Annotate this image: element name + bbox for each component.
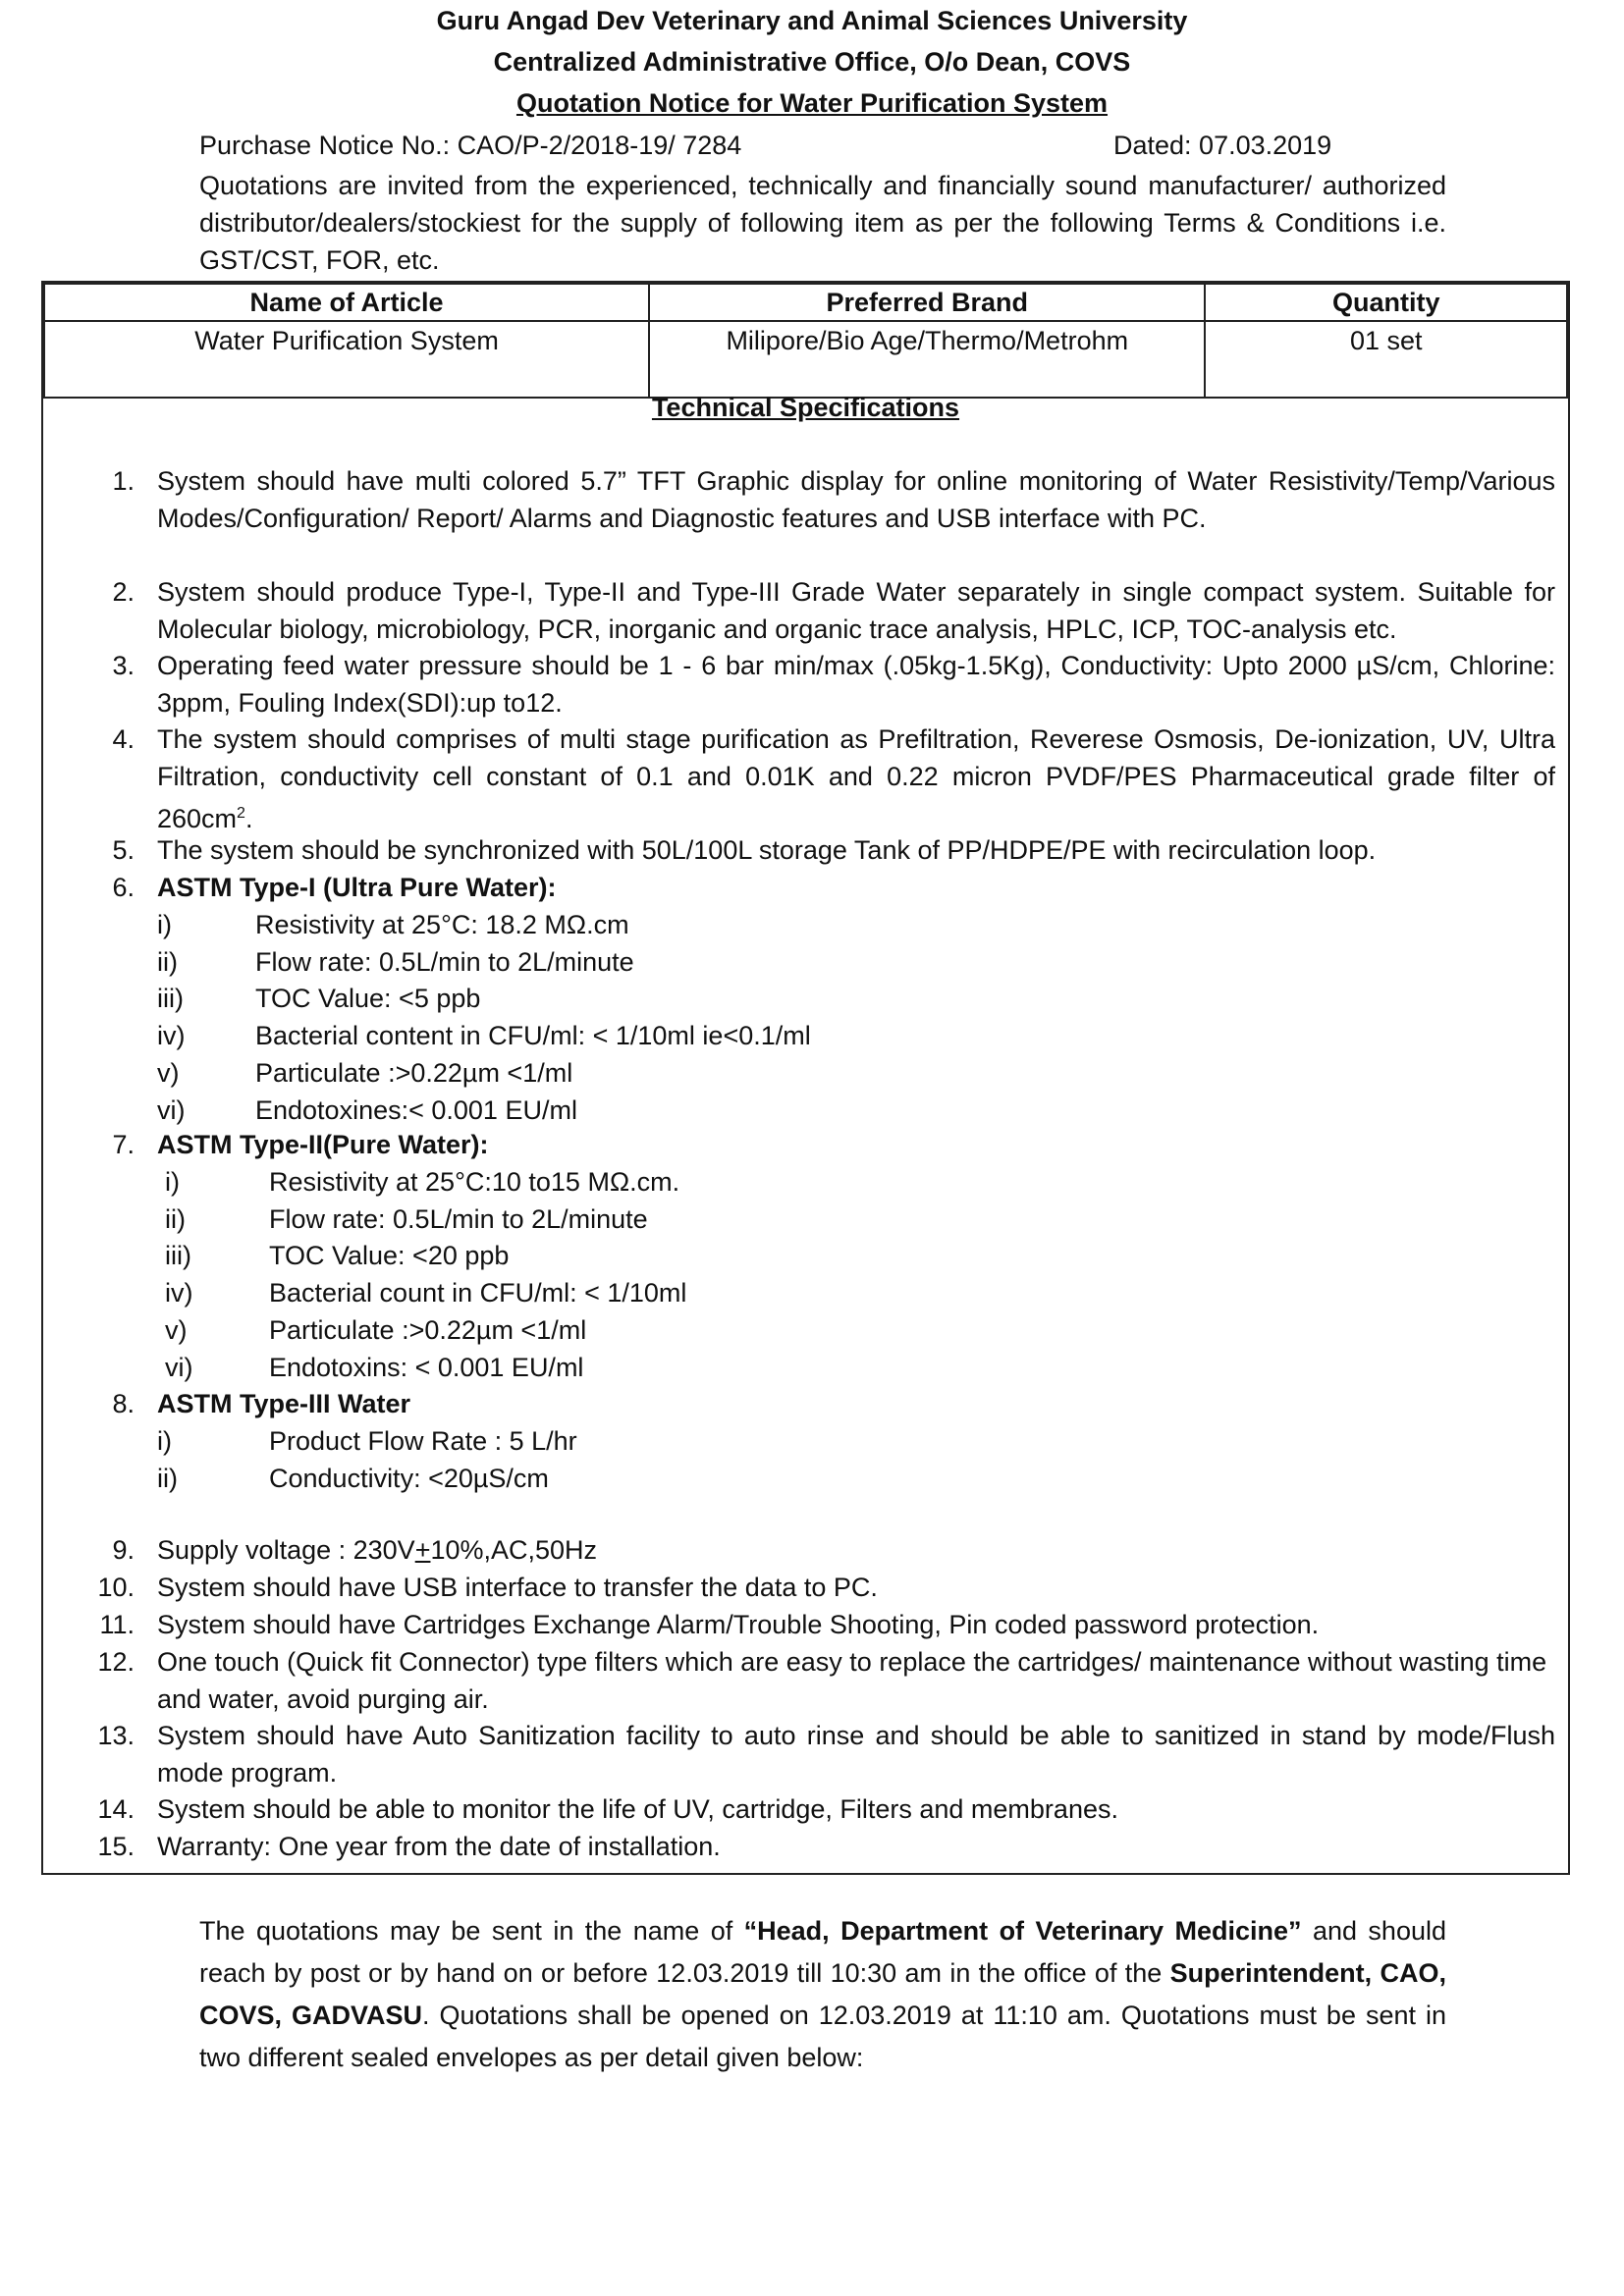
spec-text-tail: .	[244, 804, 253, 833]
intro-paragraph: Quotations are invited from the experienced, technically and financially sound manufacturer/ authorized distributor/dealers/stockiest for the supply of following item as per the following Terms & Conditions i.e. GST/CST, FOR, etc.	[199, 171, 1446, 275]
sub-item-text: Flow rate: 0.5L/min to 2L/minute	[255, 946, 634, 977]
sub-item-text: Resistivity at 25°C: 18.2 MΩ.cm	[255, 910, 629, 939]
closing-text-1: The quotations may be sent in the name of	[199, 1916, 744, 1946]
spec-heading: ASTM Type-I (Ultra Pure Water):	[157, 873, 557, 902]
sub-item-text: TOC Value: <5 ppb	[255, 984, 481, 1014]
cell-article: Water Purification System	[44, 321, 649, 398]
spec-text-main: Supply voltage : 230V	[157, 1535, 415, 1565]
sub-item-numeral: iii)	[157, 984, 184, 1014]
spec-number: 11.	[99, 1610, 135, 1639]
sub-item-text: Bacterial count in CFU/ml: < 1/10ml	[269, 1278, 687, 1308]
closing-text-3: . Quotations shall be opened on 12.03.2019 at 11:10 am. Quotations must be sent in two different sealed envelopes as per detail given below:	[199, 2001, 1446, 2072]
spec-number: 9.	[112, 1535, 135, 1565]
closing-text-2: and should reach by post or by hand on or before 12.03.2019 till 10:30 am in the office of the	[199, 1916, 1446, 1988]
sub-item-text: Bacterial content in CFU/ml: < 1/10ml ie<0.1/ml	[255, 1021, 811, 1051]
spec-text: System should produce Type-I, Type-II and Type-III Grade Water separately in single compact system. Suitable for Molecular biology, microbiology, PCR, inorganic and organic trace analysis, HPLC, ICP, TOC-analysis etc.	[157, 577, 1555, 644]
spec-number: 1.	[112, 466, 135, 496]
notice-meta	[199, 126, 1446, 165]
specification-box	[41, 281, 1570, 1875]
spec-text-tail: 10%,AC,50Hz	[430, 1535, 598, 1565]
sub-item-numeral: vi)	[157, 1095, 186, 1125]
spec-text: System should be able to monitor the life of UV, cartridge, Filters and membranes.	[157, 1794, 1118, 1824]
university-name: Guru Angad Dev Veterinary and Animal Sciences University	[436, 6, 1188, 35]
superscript: 2	[237, 805, 245, 822]
spec-number: 5.	[112, 835, 135, 865]
spec-number: 6.	[112, 873, 135, 902]
spec-number: 3.	[112, 651, 135, 680]
sub-item-text: Product Flow Rate : 5 L/hr	[269, 1426, 577, 1456]
cell-brand: Milipore/Bio Age/Thermo/Metrohm	[649, 321, 1205, 398]
sub-item-text: Conductivity: <20µS/cm	[269, 1463, 549, 1493]
header-quantity: Quantity	[1205, 284, 1567, 321]
purchase-notice-number: Purchase Notice No.: CAO/P-2/2018-19/ 7284	[199, 131, 742, 160]
sub-item-text: Particulate :>0.22µm <1/ml	[255, 1057, 573, 1088]
table-header-row	[44, 284, 1567, 321]
spec-text: The system should be synchronized with 50L/100L storage Tank of PP/HDPE/PE with recirculation loop.	[157, 835, 1377, 865]
sub-item-text: TOC Value: <20 ppb	[269, 1241, 510, 1271]
sub-item-numeral: ii)	[157, 1463, 178, 1493]
spec-text	[157, 721, 1555, 838]
spec-number: 15.	[97, 1832, 135, 1861]
sub-item-numeral: i)	[157, 910, 172, 939]
spec-number: 14.	[97, 1794, 135, 1824]
sub-item-numeral: i)	[165, 1167, 180, 1197]
office-location: Superintendent, CAO, COVS, GADVASU	[199, 1958, 1446, 2030]
sub-item-numeral: v)	[165, 1314, 188, 1345]
addressee: “Head, Department of Veterinary Medicine”	[743, 1916, 1302, 1946]
sub-item-text: Endotoxins: < 0.001 EU/ml	[269, 1352, 584, 1382]
closing-paragraph	[199, 1910, 1446, 2079]
spec-number: 4.	[112, 724, 135, 754]
spec-text-main: The system should comprises of multi stage purification as Prefiltration, Reverese Osmosis, De-ionization, UV, Ultra Filtration, conductivity cell constant of 0.1 and 0.01K and 0.22 micron PVDF/PES Pharmaceutical grade filter of 260cm	[157, 724, 1555, 833]
spec-text: System should have Auto Sanitization facility to auto rinse and should be able to sanitized in stand by mode/Flush mode program.	[157, 1721, 1555, 1788]
spec-text: System should have USB interface to transfer the data to PC.	[157, 1573, 878, 1602]
spec-heading: ASTM Type-II(Pure Water):	[157, 1130, 489, 1159]
spec-text: One touch (Quick fit Connector) type filters which are easy to replace the cartridges/ maintenance without wasting time and water, avoid purging air.	[157, 1647, 1547, 1714]
document-header	[0, 0, 1624, 124]
spec-number: 2.	[112, 577, 135, 607]
sub-item-numeral: i)	[157, 1426, 172, 1456]
sub-item-numeral: iii)	[165, 1241, 191, 1271]
spec-text: Operating feed water pressure should be 1 - 6 bar min/max (.05kg-1.5Kg), Conductivity: Upto 2000 µS/cm, Chlorine: 3ppm, Fouling Index(SDI):up to12.	[157, 651, 1555, 718]
spec-number: 8.	[112, 1389, 135, 1418]
notice-title: Quotation Notice for Water Purification System	[515, 88, 1109, 118]
sub-item-numeral: ii)	[157, 946, 178, 977]
sub-item-text: Resistivity at 25°C:10 to15 MΩ.cm.	[269, 1167, 680, 1197]
table-row	[44, 321, 1567, 398]
spec-text	[157, 1532, 1555, 1570]
sub-item-numeral: iv)	[157, 1021, 186, 1051]
spec-text: System should have multi colored 5.7” TFT Graphic display for online monitoring of Water Resistivity/Temp/Various Modes/Configuration/ Report/ Alarms and Diagnostic features and USB interface with PC.	[157, 466, 1555, 533]
spec-number: 12.	[97, 1647, 135, 1677]
header-brand: Preferred Brand	[649, 284, 1205, 321]
sub-item-numeral: v)	[157, 1057, 180, 1088]
plus-minus-sign: +	[414, 1535, 431, 1565]
spec-title: Technical Specifications	[651, 393, 960, 422]
spec-text: System should have Cartridges Exchange Alarm/Trouble Shooting, Pin coded password protection.	[157, 1610, 1320, 1639]
header-article: Name of Article	[44, 284, 649, 321]
sub-item-text: Endotoxines:< 0.001 EU/ml	[255, 1095, 577, 1125]
spec-text: Warranty: One year from the date of installation.	[157, 1832, 721, 1861]
spec-number: 13.	[97, 1721, 135, 1750]
notice-date: Dated: 07.03.2019	[1113, 131, 1332, 160]
spec-heading: ASTM Type-III Water	[157, 1389, 411, 1418]
sub-item-numeral: ii)	[165, 1203, 186, 1234]
sub-item-text: Particulate :>0.22µm <1/ml	[269, 1314, 587, 1345]
sub-item-numeral: iv)	[165, 1278, 193, 1308]
spec-number: 7.	[112, 1130, 135, 1159]
sub-item-text: Flow rate: 0.5L/min to 2L/minute	[269, 1203, 648, 1234]
spec-number: 10.	[97, 1573, 135, 1602]
cell-quantity: 01 set	[1205, 321, 1567, 398]
article-table	[43, 283, 1568, 399]
sub-item-numeral: vi)	[165, 1352, 193, 1382]
office-name: Centralized Administrative Office, O/o Dean, COVS	[493, 47, 1131, 77]
